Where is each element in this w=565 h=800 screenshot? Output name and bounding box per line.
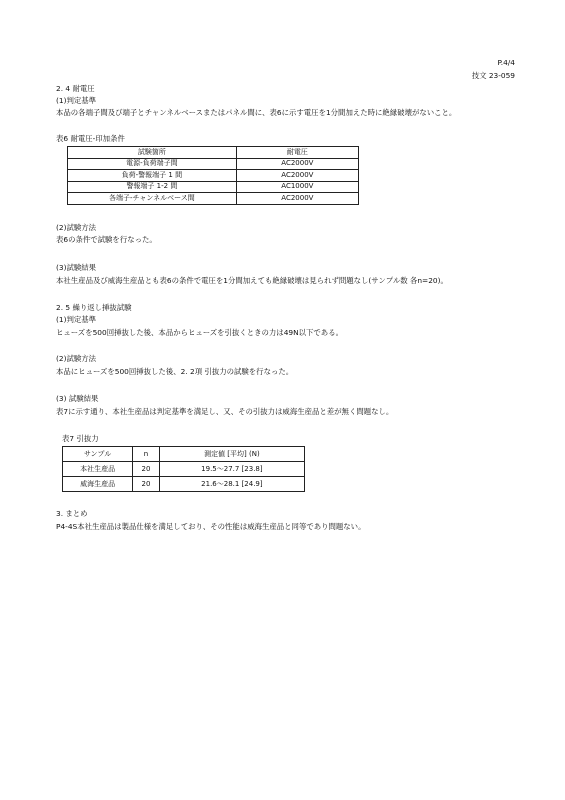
result-title: (3)試験結果 xyxy=(56,263,97,272)
section-heading-2-4: 2. 4 耐電圧 xyxy=(56,84,95,93)
table-row xyxy=(68,170,359,182)
table-header-row xyxy=(63,447,305,462)
table-cell: 電源-負荷端子間 xyxy=(68,158,237,170)
table-cell: 20 xyxy=(133,462,160,477)
table-cell: 負荷-警報端子 1 間 xyxy=(68,170,237,182)
table-header-cell: 試験箇所 xyxy=(68,147,237,159)
page-number: P.4/4 xyxy=(497,58,515,67)
table-cell: AC2000V xyxy=(236,193,358,205)
method-text: 表6の条件で試験を行なった。 xyxy=(56,235,157,244)
table-row xyxy=(63,462,305,477)
table-header-cell: 測定値 [平均] (N) xyxy=(159,447,304,462)
result-title: (3) 試験結果 xyxy=(56,394,99,403)
criteria-title: (1)判定基準 xyxy=(56,315,97,324)
table-cell: 警報端子 1-2 間 xyxy=(68,181,237,193)
table-row xyxy=(68,158,359,170)
section-heading-2-5: 2. 5 繰り返し挿抜試験 xyxy=(56,303,132,312)
table-cell: AC1000V xyxy=(236,181,358,193)
result-text: 本社生産品及び威海生産品とも表6の条件で電圧を1分間加えても絶縁破壊は見られず問題なし(サンプル数 各n=20)。 xyxy=(56,276,448,285)
table7-caption: 表7 引抜力 xyxy=(62,434,99,443)
table-row xyxy=(68,193,359,205)
criteria-text: 本品の各端子間及び端子とチャンネルベースまたはパネル間に、表6に示す電圧を1分間加えた時に絶縁破壊がないこと。 xyxy=(56,108,457,117)
method-title: (2)試験方法 xyxy=(56,354,97,363)
table-cell: AC2000V xyxy=(236,170,358,182)
table-row xyxy=(63,477,305,492)
table-header-row xyxy=(68,147,359,159)
table-cell: AC2000V xyxy=(236,158,358,170)
table-cell: 20 xyxy=(133,477,160,492)
table-cell: 19.5～27.7 [23.8] xyxy=(159,462,304,477)
table7 xyxy=(62,446,305,492)
table-cell: 威海生産品 xyxy=(63,477,133,492)
table-header-cell: n xyxy=(133,447,160,462)
table-row xyxy=(68,181,359,193)
table-header-cell: 耐電圧 xyxy=(236,147,358,159)
criteria-text: ヒューズを500回挿抜した後、本品からヒューズを引抜くときの力は49N以下である。 xyxy=(56,328,343,337)
table-cell: 21.6～28.1 [24.9] xyxy=(159,477,304,492)
criteria-title: (1)判定基準 xyxy=(56,96,97,105)
method-title: (2)試験方法 xyxy=(56,223,97,232)
document-number: 技文 23-059 xyxy=(471,71,515,80)
table6 xyxy=(67,146,359,205)
table-cell: 各端子-チャンネルベース間 xyxy=(68,193,237,205)
table-header-cell: サンプル xyxy=(63,447,133,462)
table6-caption: 表6 耐電圧-印加条件 xyxy=(56,134,125,143)
method-text: 本品にヒューズを500回挿抜した後、2. 2項 引抜力の試験を行なった。 xyxy=(56,367,294,376)
summary-text: P4-4S本社生産品は製品仕様を満足しており、その性能は威海生産品と同等であり問題ない。 xyxy=(56,522,366,531)
table-cell: 本社生産品 xyxy=(63,462,133,477)
result-text: 表7に示す通り、本社生産品は判定基準を満足し、又、その引抜力は威海生産品と差が無く問題なし。 xyxy=(56,407,394,416)
summary-heading: 3. まとめ xyxy=(56,509,88,518)
